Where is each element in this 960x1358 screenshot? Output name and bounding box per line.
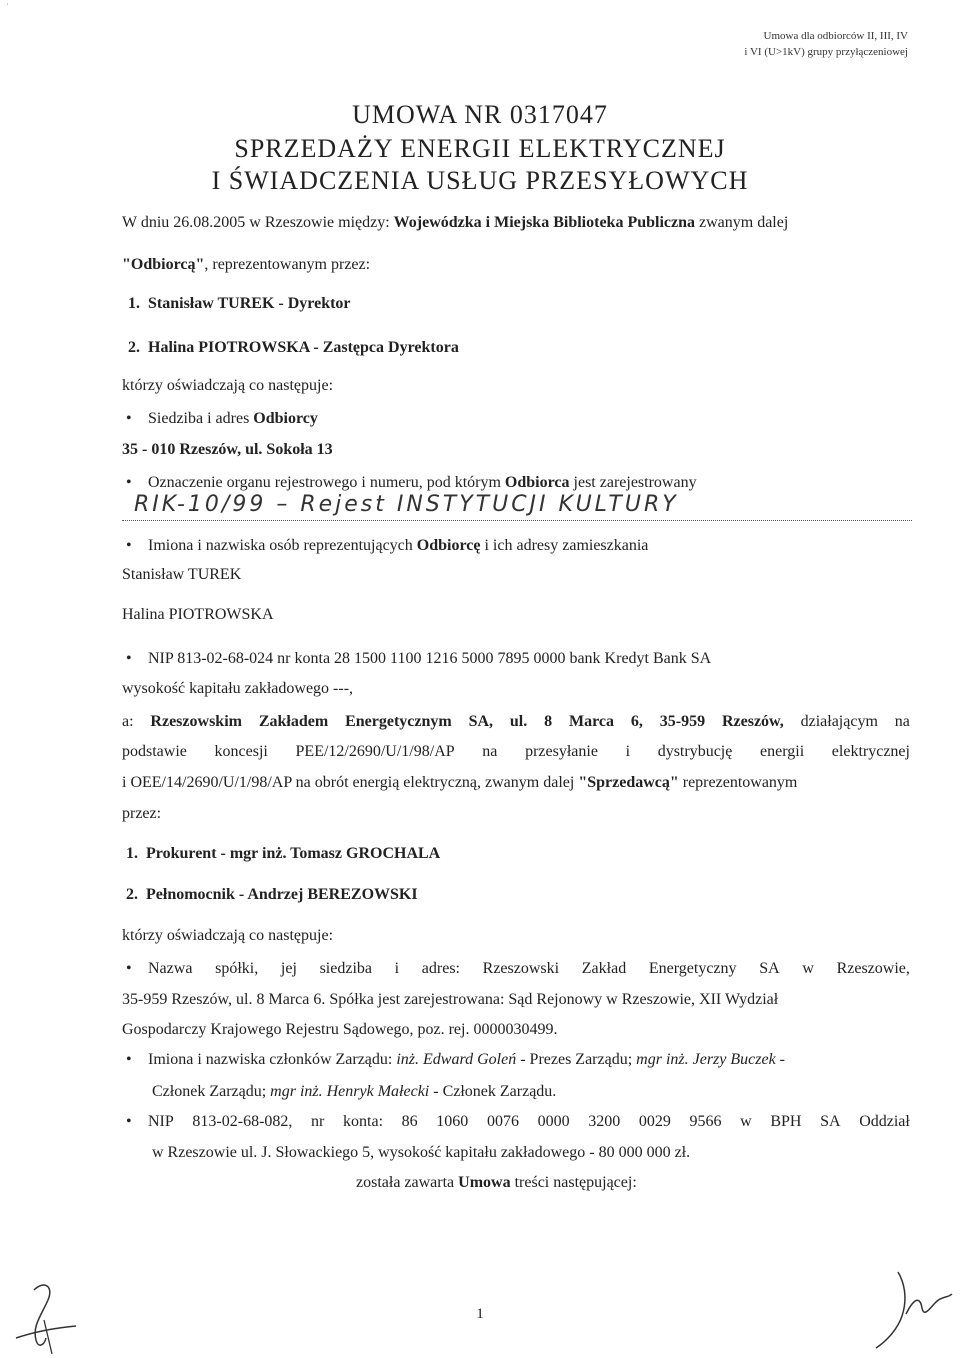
seller-alias: "Sprzedawcą" — [578, 774, 679, 791]
word: 8 — [544, 713, 553, 730]
contract-title-line3: I ŚWIADCZENIA USŁUG PRZESYŁOWYCH — [211, 166, 749, 195]
word: konta: — [343, 1113, 384, 1130]
bullet-icon: • — [126, 960, 132, 977]
seller-line-3 — [122, 774, 797, 792]
rep-name: Stanisław TUREK - Dyrektor — [148, 295, 351, 312]
word: Rzeszowski — [482, 960, 560, 977]
word: Energetyczny — [648, 960, 737, 977]
seller-line3-post: reprezentowanym — [682, 774, 798, 791]
board-m2-dash: - — [779, 1051, 785, 1068]
rep-name: Pełnomocnik - Andrzej BEREZOWSKI — [146, 886, 418, 903]
contract-title-line2: SPRZEDAŻY ENERGII ELEKTRYCZNEJ — [234, 134, 726, 163]
word: Zakładem — [258, 713, 329, 730]
buyer-person-2: Halina PIOTROWSKA — [122, 606, 274, 623]
board-m3-title: mgr inż. — [270, 1083, 323, 1100]
seller-line-1 — [122, 713, 910, 731]
board-m2-name: Jerzy Buczek — [692, 1051, 776, 1068]
persons-label-post: i ich adresy zamieszkania — [484, 537, 649, 554]
intro-suffix: zwanym dalej — [699, 214, 789, 231]
handwritten-registry: RIK-10/99 – Rejest INSTYTUCJI KULTURY — [134, 492, 679, 517]
seller-line3-text: i OEE/14/2690/U/1/98/AP na obrót energią elektryczną, zwanym dalej — [122, 774, 575, 791]
board-m2-role: Członek Zarządu; — [152, 1083, 267, 1100]
registry-fill-line — [122, 492, 912, 521]
word: SA, — [468, 713, 494, 730]
word: 6, — [630, 713, 643, 730]
word: 35-959 — [659, 713, 706, 730]
word: 3200 — [588, 1113, 621, 1130]
word: SA — [759, 960, 780, 977]
word: podstawie — [122, 743, 187, 760]
word: 86 — [401, 1113, 418, 1130]
list-number: 1. — [128, 295, 140, 312]
registry-label: Oznaczenie organu rejestrowego i numeru, pod którym — [148, 474, 501, 491]
word: i — [625, 743, 631, 760]
company-line-1 — [148, 960, 910, 978]
buyer-seat-item — [126, 410, 318, 428]
word: PEE/12/2690/U/1/98/AP — [295, 743, 455, 760]
bullet-icon: • — [126, 1113, 132, 1130]
intro-prefix: W dniu 26.08.2005 w Rzeszowie między: — [122, 214, 390, 231]
board-m3-name: Henryk Małecki — [326, 1083, 430, 1100]
seller-rep-1 — [126, 845, 440, 863]
buyer-person-1: Stanisław TUREK — [122, 566, 242, 583]
corner-note-line2: i VI (U>1kV) grupy przyłączeniowej — [744, 46, 908, 58]
word: 1060 — [436, 1113, 469, 1130]
word: działającym — [800, 713, 878, 730]
word: przesyłanie — [525, 743, 598, 760]
buyer-declare: którzy oświadczają co następuje: — [122, 377, 334, 394]
buyer-capital: wysokość kapitału zakładowego ---, — [122, 680, 354, 697]
buyer-nip: NIP 813-02-68-024 nr konta 28 1500 1100 1216 5000 7895 0000 bank Kredyt Bank SA — [148, 650, 712, 667]
buyer-name: Wojewódzka i Miejska Biblioteka Publiczna — [393, 214, 695, 231]
word: w — [740, 1113, 752, 1130]
corner-note-line1: Umowa dla odbiorców II, III, IV — [763, 30, 908, 42]
scan-mark: ˙ — [6, 2, 9, 11]
word: i — [394, 960, 400, 977]
word: BPH — [770, 1113, 802, 1130]
buyer-nip-item — [126, 650, 711, 668]
word: energii — [760, 743, 805, 760]
seat-label-bold: Odbiorcy — [253, 410, 318, 427]
word: Rzeszowskim — [150, 713, 242, 730]
bullet-icon: • — [126, 1051, 132, 1068]
board-m1-role: - Prezes Zarządu; — [520, 1051, 633, 1068]
word: 813-02-68-082, — [192, 1113, 293, 1130]
buyer-alias: "Odbiorcą" — [122, 256, 205, 273]
registry-label-post: jest zarejestrowany — [573, 474, 697, 491]
bullet-icon: • — [126, 650, 132, 667]
board-m1-title: inż. — [396, 1051, 420, 1068]
word: adres: — [421, 960, 460, 977]
seller-declare: którzy oświadczają co następuje: — [122, 927, 334, 944]
word: elektrycznej — [831, 743, 910, 760]
seller-company-item — [126, 960, 910, 978]
seller-line-4: przez: — [122, 805, 162, 822]
word: spółki, — [215, 960, 259, 977]
word: siedziba — [319, 960, 372, 977]
buyer-registry-item — [126, 474, 697, 492]
bullet-icon: • — [126, 410, 132, 427]
word: 0076 — [486, 1113, 519, 1130]
word: Nazwa — [148, 960, 193, 977]
list-number: 1. — [126, 845, 138, 862]
intro-line — [122, 214, 788, 232]
page-number: 1 — [476, 1306, 484, 1322]
closing-post: treści następującej: — [514, 1174, 637, 1191]
board-label: Imiona i nazwiska członków Zarządu: — [148, 1051, 393, 1068]
company-line-2: 35-959 Rzeszów, ul. 8 Marca 6. Spółka jest zarejestrowana: Sąd Rejonowy w Rzeszowie, XII Wydział — [122, 991, 779, 1008]
rep-name: Prokurent - mgr inż. Tomasz GROCHALA — [146, 845, 441, 862]
word: 0000 — [537, 1113, 570, 1130]
buyer-represented: , reprezentowanym przez: — [204, 256, 371, 273]
word: Rzeszów, — [721, 713, 784, 730]
board-item — [126, 1051, 785, 1069]
seat-label: Siedziba i adres — [148, 410, 250, 427]
contract-number-title: UMOWA NR 0317047 — [352, 100, 608, 129]
buyer-rep-2 — [128, 339, 459, 357]
buyer-persons-item — [126, 537, 648, 555]
word: SA — [820, 1113, 841, 1130]
buyer-alias-line — [122, 256, 370, 274]
rep-name: Halina PIOTROWSKA - Zastępca Dyrektora — [148, 339, 459, 356]
word: 0029 — [638, 1113, 671, 1130]
buyer-rep-1 — [128, 295, 351, 313]
buyer-address: 35 - 010 Rzeszów, ul. Sokoła 13 — [122, 441, 333, 458]
word: na — [482, 743, 498, 760]
word: Energetycznym — [345, 713, 452, 730]
word: ul. — [509, 713, 528, 730]
closing-line — [356, 1174, 637, 1192]
board-m3-role: - Członek Zarządu. — [433, 1083, 557, 1100]
word: na — [894, 713, 910, 730]
word: Zakład — [581, 960, 627, 977]
seller-nip-line-2: w Rzeszowie ul. J. Słowackiego 5, wysokość kapitału zakładowego - 80 000 000 zł. — [152, 1144, 691, 1161]
word: a: — [122, 713, 134, 730]
board-line-2 — [152, 1083, 556, 1101]
board-m1-name: Edward Goleń — [423, 1051, 517, 1068]
registry-label-bold: Odbiorca — [504, 474, 570, 491]
word: w — [802, 960, 814, 977]
word: NIP — [148, 1113, 174, 1130]
bullet-icon: • — [126, 474, 132, 491]
word: dystrybucję — [657, 743, 733, 760]
word: koncesji — [214, 743, 268, 760]
seller-rep-2 — [126, 886, 418, 904]
board-m2-title: mgr inż. — [636, 1051, 689, 1068]
seller-nip-item — [126, 1113, 910, 1131]
word: Rzeszowie, — [836, 960, 910, 977]
persons-label-bold: Odbiorcę — [416, 537, 481, 554]
seller-nip-line-1 — [148, 1113, 910, 1131]
list-number: 2. — [128, 339, 140, 356]
word: 9566 — [689, 1113, 722, 1130]
word: Oddział — [859, 1113, 910, 1130]
word: nr — [311, 1113, 325, 1130]
closing-pre: została zawarta — [356, 1174, 455, 1191]
word: Marca — [569, 713, 615, 730]
word: jej — [280, 960, 297, 977]
company-line-3: Gospodarczy Krajowego Rejestru Sądowego, poz. rej. 0000030499. — [122, 1021, 558, 1038]
closing-bold: Umowa — [458, 1174, 511, 1191]
persons-label: Imiona i nazwiska osób reprezentujących — [148, 537, 413, 554]
document-type-note — [744, 28, 908, 60]
seller-line-2 — [122, 743, 910, 761]
list-number: 2. — [126, 886, 138, 903]
bullet-icon: • — [126, 537, 132, 554]
